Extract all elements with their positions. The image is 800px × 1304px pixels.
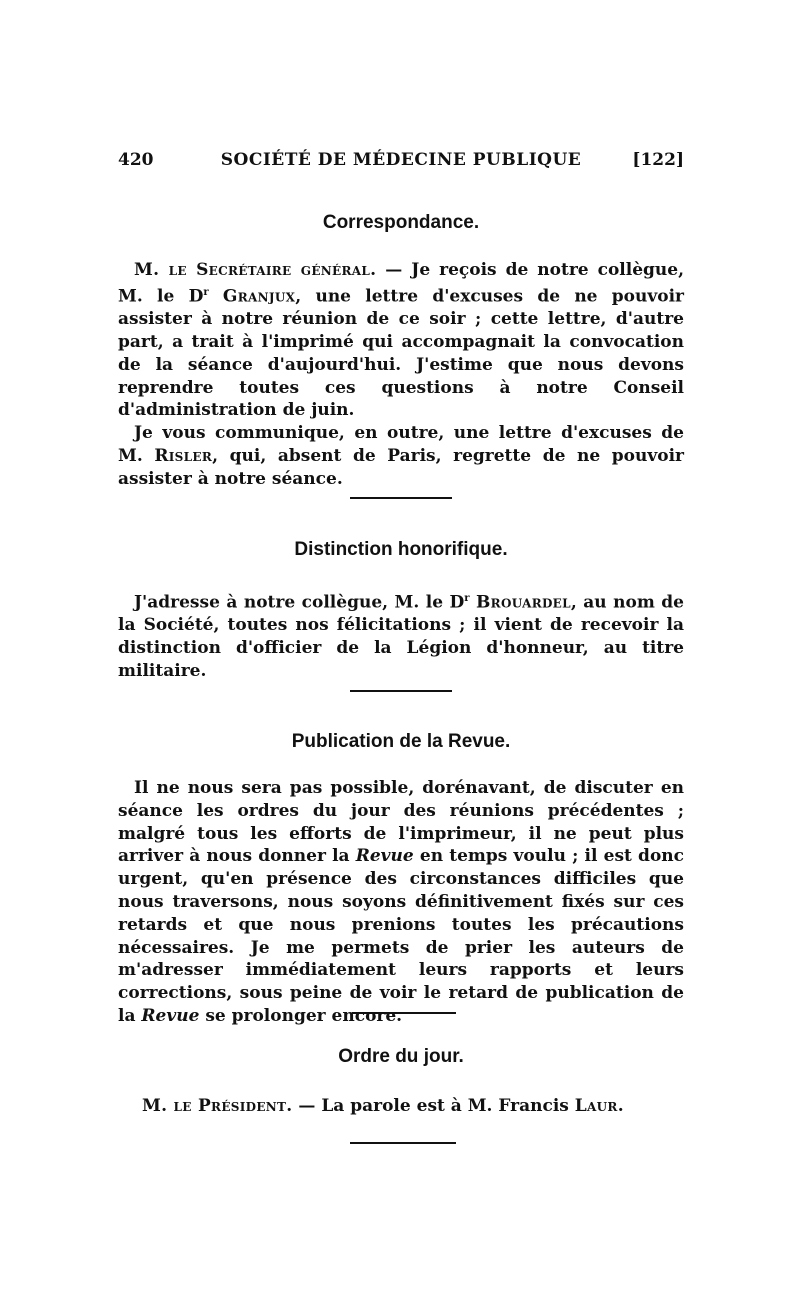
name-laur: Laur <box>574 1096 618 1116</box>
section-divider <box>350 690 452 692</box>
paragraph-correspondance-1 <box>118 259 684 422</box>
section-divider <box>350 497 452 499</box>
name-brouardel: Brouardel <box>476 592 571 613</box>
speaker-secretaire: M. le Secrétaire général. <box>134 260 377 280</box>
italic-revue: Revue <box>355 846 414 867</box>
italic-revue: Revue <box>141 1005 200 1026</box>
section-heading-ordre: Ordre du jour. <box>338 1046 464 1067</box>
text-run: , une lettre d'excuses de ne pouvoir assister à notre réunion de ce soir ; cette lettre, d'autre part, a trait à l'imprimé qui accompagnait la convocation de la séance d'aujourd'hui. J'estime que nous devons reprendre toutes ces questions à notre Conseil d'administration de juin. <box>118 286 685 421</box>
paragraph-distinction <box>118 588 684 683</box>
text-run: Il ne nous sera pas possible, dorénavant, de discuter en séance les ordres du jour des réunions précédentes ; malgré tous les efforts de l'imprimeur, il ne peut plus arriver à nous donner la <box>118 778 684 867</box>
speaker-president: M. le Président. <box>142 1096 293 1116</box>
text-run: , au nom de la Société, toutes nos félicitations ; il vient de recevoir la distinction d'officier de la Légion d'honneur, au titre militaire. <box>118 592 684 682</box>
name-granjux: Granjux <box>222 286 296 307</box>
section-divider <box>352 1012 456 1014</box>
name-risler: Risler <box>154 445 213 466</box>
paragraph-publication <box>118 777 684 1028</box>
superscript: r <box>203 286 209 298</box>
running-title: SOCIÉTÉ DE MÉDECINE PUBLIQUE <box>220 150 582 170</box>
text-run: — La parole est à M. Francis <box>292 1096 575 1116</box>
text-run: — Je reçois de notre collègue, M. le D <box>118 260 684 307</box>
page-reference: [122] <box>632 150 684 170</box>
section-heading-publication: Publication de la Revue. <box>291 731 511 752</box>
section-divider <box>350 1142 456 1144</box>
text-run: J'adresse à notre collègue, M. le D <box>134 592 465 613</box>
superscript: r <box>464 593 470 604</box>
paragraph-correspondance-2 <box>118 422 684 490</box>
text-run: en temps voulu ; il est donc urgent, qu'en présence des circonstances difficiles que nous traversons, nous soyons définitivement fixés sur ces retards et que nous prenions toutes les précautions nécessaires. Je me permets de prier les auteurs de m'adresser immédiatement leurs rapports et leurs corrections, sous peine de voir le retard de publication de la <box>118 846 684 1026</box>
paragraph-ordre <box>118 1095 684 1118</box>
text-run: , qui, absent de Paris, regrette de ne pouvoir assister à notre séance. <box>118 445 684 489</box>
running-head <box>118 150 684 176</box>
text-run: . <box>617 1096 624 1116</box>
page-number: 420 <box>118 150 154 170</box>
section-heading-distinction: Distinction honorifique. <box>294 539 508 560</box>
text-run: se prolonger encore. <box>199 1005 403 1026</box>
section-heading-correspondance: Correspondance. <box>322 212 480 233</box>
text-run: Je vous communique, en outre, une lettre d'excuses de M. <box>118 423 684 466</box>
